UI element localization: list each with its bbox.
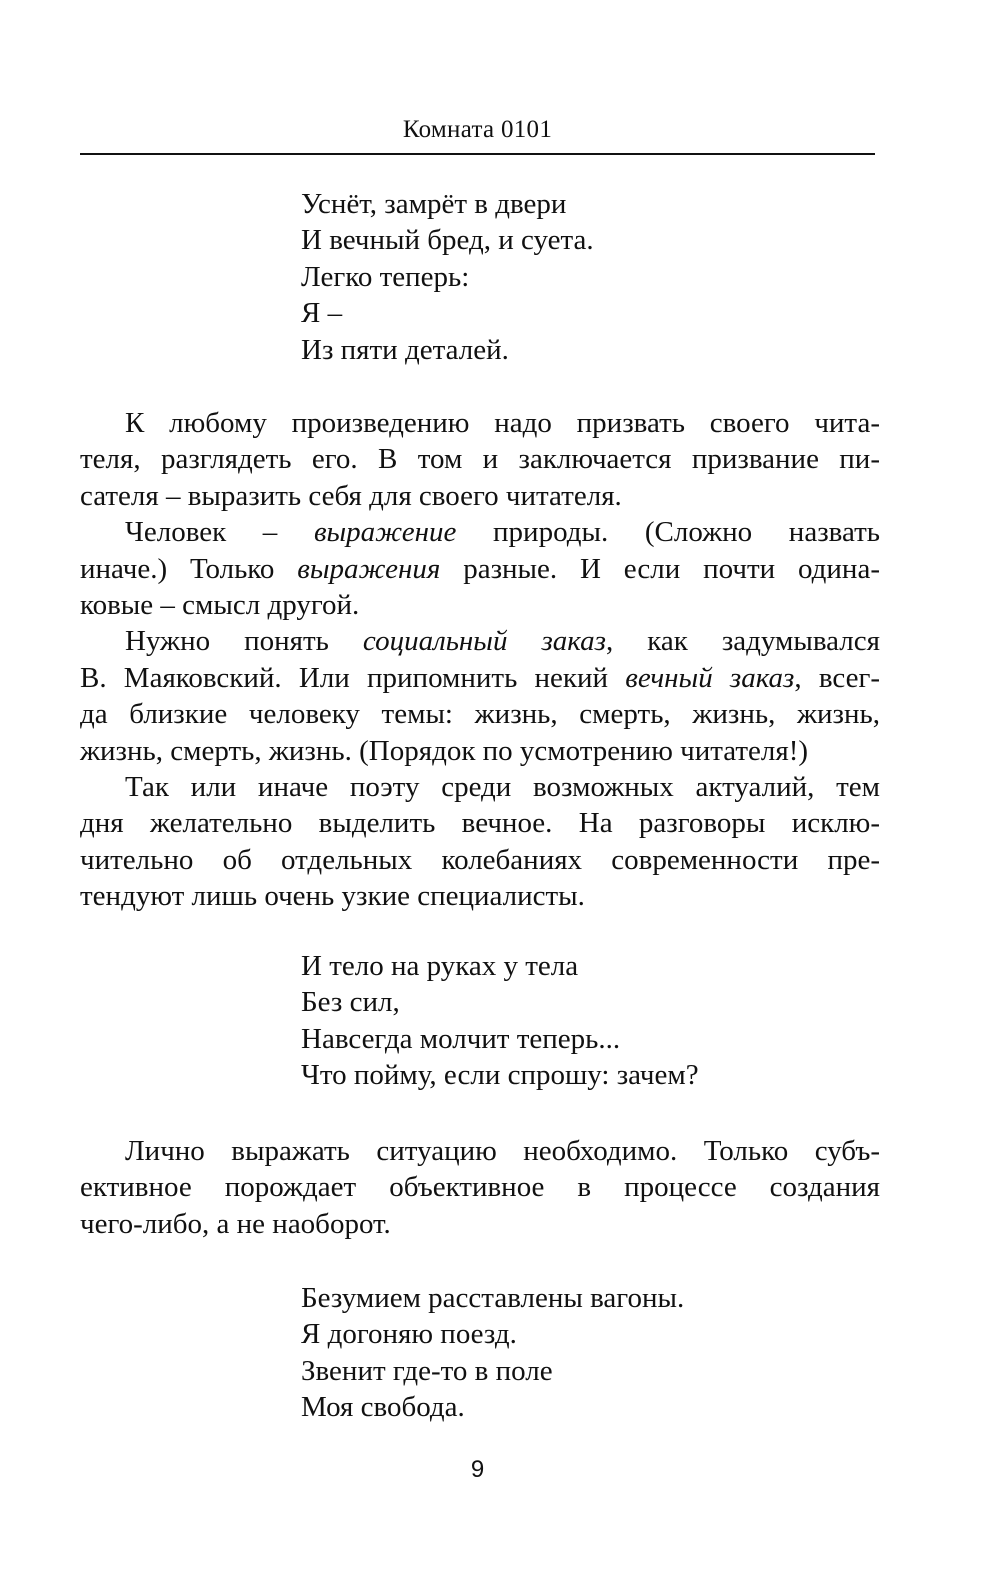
italic-term: выражения xyxy=(297,552,441,585)
italic-term: вечный заказ xyxy=(625,661,795,694)
text-line: да близкие человеку темы: жизнь, смерть, жизнь, жизнь, xyxy=(80,698,880,731)
verse-line: Я – xyxy=(301,297,343,330)
verse-stanza-3 xyxy=(301,1280,684,1426)
text-line: чительно об отдельных колебаниях современности пре- xyxy=(80,843,880,876)
verse-line: Звенит где-то в поле xyxy=(301,1354,553,1387)
italic-term: социальный заказ xyxy=(362,625,606,658)
text-line: ковые – смысл другой. xyxy=(80,589,360,622)
verse-line: Безумием расставлены вагоны. xyxy=(301,1282,685,1314)
verse-line: Без сил, xyxy=(301,986,400,1019)
verse-stanza-1 xyxy=(301,186,594,368)
text-line: В. Маяковский. Или припомнить некий вечный заказ, всег- xyxy=(80,661,880,694)
text-line: Лично выражать ситуацию необходимо. Только субъ- xyxy=(125,1135,880,1167)
page-number: 9 xyxy=(470,1456,485,1483)
verse-line: Что пойму, если спрошу: зачем? xyxy=(301,1059,699,1092)
text-line: Так или иначе поэту среди возможных актуалий, тем xyxy=(125,771,880,804)
verse-line: Навсегда молчит теперь... xyxy=(301,1022,621,1055)
text-line: теля, разглядеть его. В том и заключается призвание пи- xyxy=(80,443,880,476)
text-line: дня желательно выделить вечное. На разговоры исклю- xyxy=(80,807,880,840)
header-rule xyxy=(80,153,875,155)
verse-line: Моя свобода. xyxy=(301,1391,465,1424)
text-line: жизнь, смерть, жизнь. (Порядок по усмотрению читателя!) xyxy=(80,734,809,767)
prose-block-2 xyxy=(80,1133,880,1242)
verse-line: Из пяти деталей. xyxy=(301,333,509,366)
prose-block-1 xyxy=(80,405,880,915)
text-line: ективное порождает объективное в процессе создания xyxy=(80,1171,880,1204)
text-line: сателя – выразить себя для своего читателя. xyxy=(80,479,622,512)
text-line: К любому произведению надо призвать своего чита- xyxy=(125,407,880,439)
verse-line: И тело на руках у тела xyxy=(301,950,579,982)
text-line: Человек – выражение природы. (Сложно назвать xyxy=(125,516,880,549)
verse-line: Я догоняю поезд. xyxy=(301,1318,517,1351)
running-head: Комната 0101 xyxy=(402,116,553,143)
text-line: чего-либо, а не наоборот. xyxy=(80,1207,391,1240)
verse-line: Уснёт, замрёт в двери xyxy=(301,188,567,220)
text-line: иначе.) Только выражения разные. И если почти одина- xyxy=(80,552,880,585)
verse-line: Легко теперь: xyxy=(301,260,470,293)
text-line: Нужно понять социальный заказ, как задумывался xyxy=(125,625,880,658)
text-line: тендуют лишь очень узкие специалисты. xyxy=(80,880,585,913)
verse-line: И вечный бред, и суета. xyxy=(301,224,594,257)
verse-stanza-2 xyxy=(301,948,699,1094)
italic-term: выражение xyxy=(313,516,457,549)
